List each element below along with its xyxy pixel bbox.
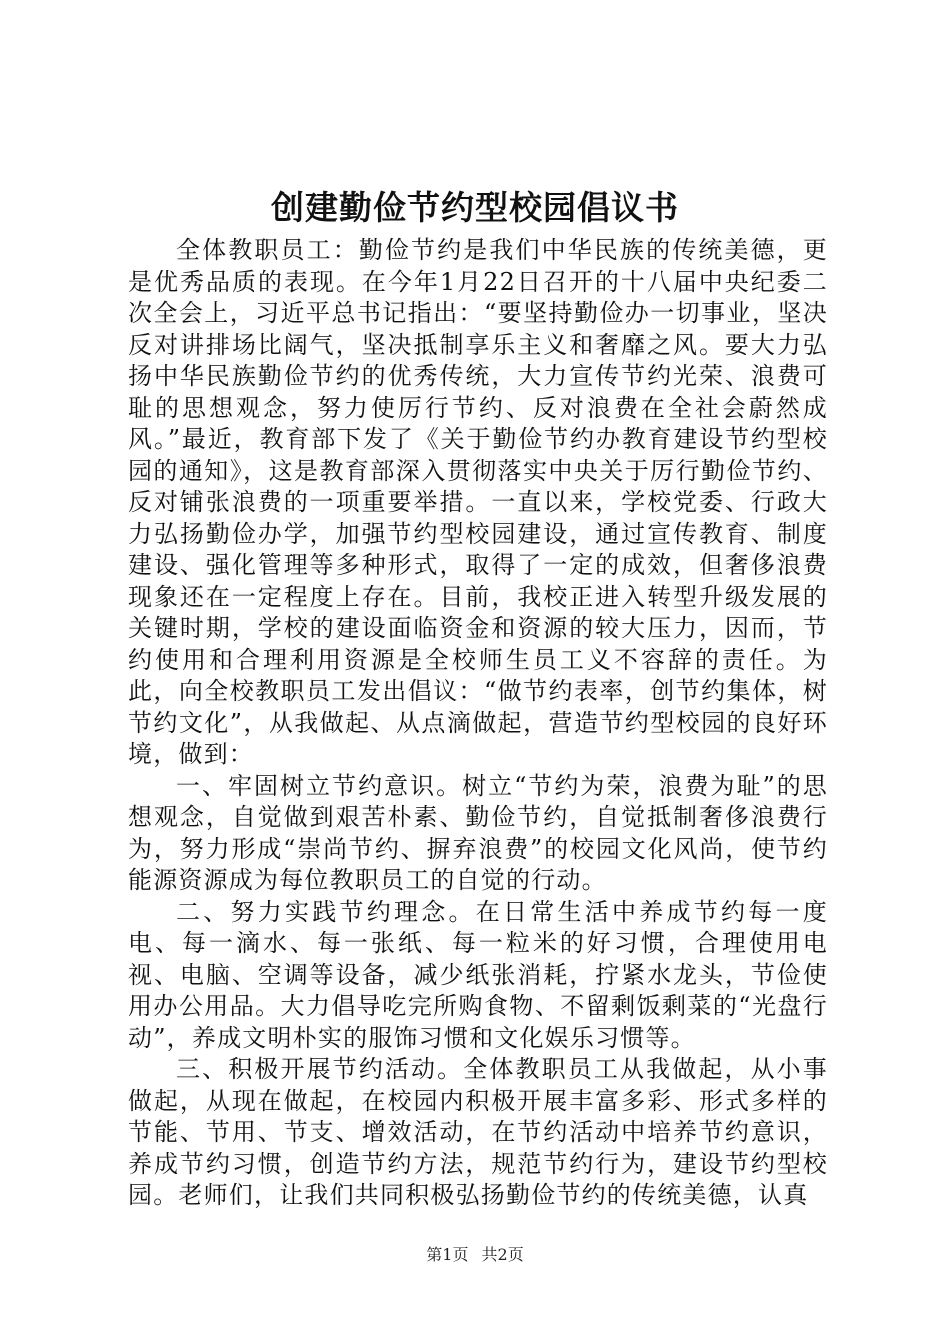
page-footer (0, 1243, 950, 1267)
page-total: 共2页 (481, 1245, 524, 1264)
paragraph-point-2: 二、努力实践节约理念。在日常生活中养成节约每一度电、每一滴水、每一张纸、每一粒米的好习惯，合理使用电视、电脑、空调等设备，减少纸张消耗，拧紧水龙头，节俭使用办公用品。大力倡导吃完所购食物、不留剩饭剩菜的“光盘行动”，养成文明朴实的服饰习惯和文化娱乐习惯等。 (128, 897, 828, 1052)
paragraph-point-3: 三、积极开展节约活动。全体教职员工从我做起，从小事做起，从现在做起，在校园内积极开展丰富多彩、形式多样的节能、节用、节支、增效活动，在节约活动中培养节约意识，养成节约习惯，创造节约方法，规范节约行为，建设节约型校园。老师们，让我们共同积极弘扬勤俭节约的传统美德，认真 (128, 1055, 828, 1209)
paragraph-intro: 全体教职员工：勤俭节约是我们中华民族的传统美德，更是优秀品质的表现。在今年1月22日召开的十八届中央纪委二次全会上，习近平总书记指出：“要坚持勤俭办一切事业，坚决反对讲排场比阔气，坚决抵制享乐主义和奢靡之风。要大力弘扬中华民族勤俭节约的优秀传统，大力宣传节约光荣、浪费可耻的思想观念，努力使厉行节约、反对浪费在全社会蔚然成风。”最近，教育部下发了《关于勤俭节约办教育建设节约型校园的通知》，这是教育部深入贯彻落实中央关于厉行勤俭节约、反对铺张浪费的一项重要举措。一直以来，学校党委、行政大力弘扬勤俭办学，加强节约型校园建设，通过宣传教育、制度建设、强化管理等多种形式，取得了一定的成效，但奢侈浪费现象还在一定程度上存在。目前，我校正进入转型升级发展的关键时期，学校的建设面临资金和资源的较大压力，因而，节约使用和合理利用资源是全校师生员工义不容辞的责任。为此，向全校教职员工发出倡议：“做节约表率，创节约集体，树节约文化”，从我做起、从点滴做起，营造节约型校园的良好环境，做到： (128, 236, 828, 768)
paragraph-point-1: 一、牢固树立节约意识。树立“节约为荣，浪费为耻”的思想观念，自觉做到艰苦朴素、勤俭节约，自觉抵制奢侈浪费行为，努力形成“崇尚节约、摒弃浪费”的校园文化风尚，使节约能源资源成为每位教职员工的自觉的行动。 (128, 771, 828, 894)
document-body (128, 235, 828, 1212)
page-number: 第1页 (426, 1245, 469, 1264)
document-title: 创建勤俭节约型校园倡议书 (271, 188, 679, 227)
